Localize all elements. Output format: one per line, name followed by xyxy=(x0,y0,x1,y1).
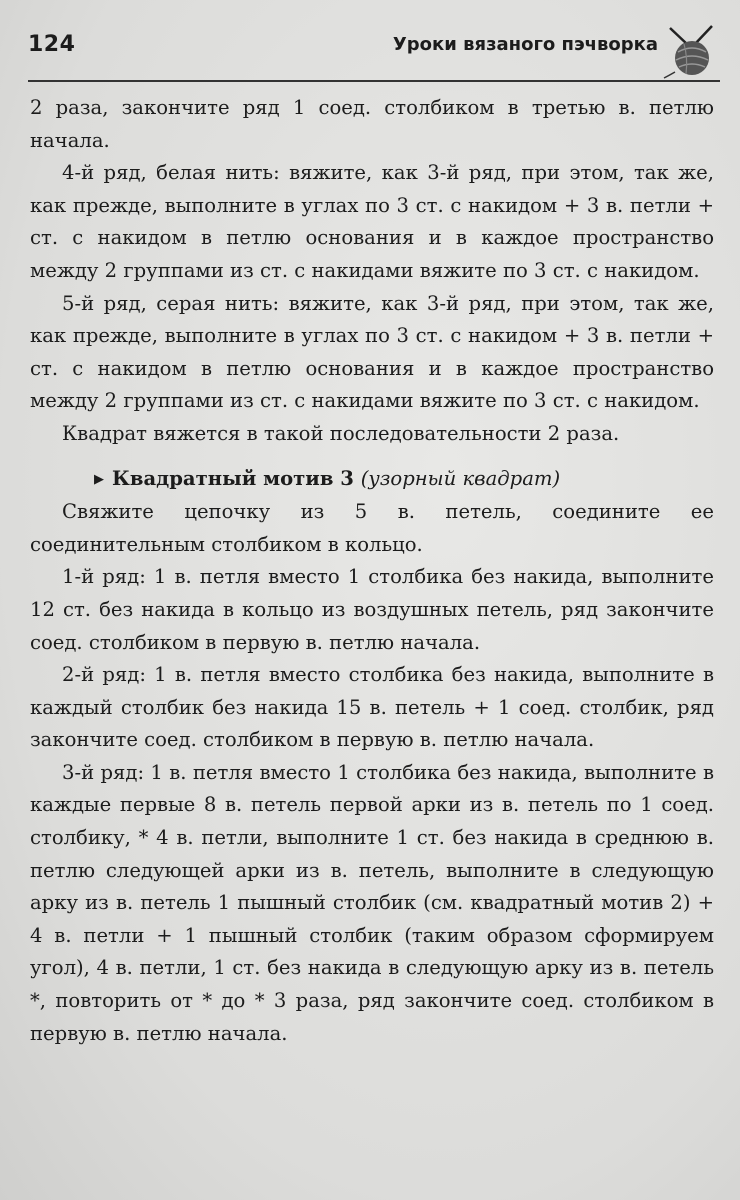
paragraph: Свяжите цепочку из 5 в. петель, соедините ее соединительным столбиком в кольцо. xyxy=(30,500,714,556)
running-header xyxy=(28,22,720,82)
paragraph: 2 раза, закончите ряд 1 соед. столбиком в третью в. петлю начала. xyxy=(30,96,714,152)
triangle-right-icon: ▶ xyxy=(94,471,104,487)
page-number: 124 xyxy=(28,32,76,57)
section-subtitle: (узорный квадрат) xyxy=(360,466,561,490)
paragraph: 5-й ряд, серая нить: вяжите, как 3-й ряд, при этом, так же, как прежде, выполните в углах по 3 ст. с накидом + 3 в. петли + ст. с накидом в петлю основания и в каждое пространство между 2 группами из ст. с накидами вяжите по 3 ст. с накидом. xyxy=(30,291,714,413)
section-heading xyxy=(30,463,714,497)
paragraph: 4-й ряд, белая нить: вяжите, как 3-й ряд, при этом, так же, как прежде, выполните в углах по 3 ст. с накидом + 3 в. петли + ст. с накидом в петлю основания и в каждое пространство между 2 группами из ст. с накидами вяжите по 3 ст. с накидом. xyxy=(30,161,714,282)
paragraph: Квадрат вяжется в такой последовательности 2 раза. xyxy=(62,421,620,445)
section-title: Квадратный мотив 3 xyxy=(112,466,354,490)
book-title: Уроки вязаного пэчворка xyxy=(392,34,658,55)
paragraph: 2-й ряд: 1 в. петля вместо столбика без накида, выполните в каждый столбик без накида 15 в. петель + 1 соед. столбик, ряд закончите соед. столбиком в первую в. петлю начала. xyxy=(30,663,714,752)
yarn-ball-icon xyxy=(662,22,720,80)
paragraph: 1-й ряд: 1 в. петля вместо 1 столбика без накида, выполните 12 ст. без накида в кольцо из воздушных петель, ряд закончите соед. столбиком в первую в. петлю начала. xyxy=(30,565,714,654)
paragraph: 3-й ряд: 1 в. петля вместо 1 столбика без накида, выполните в каждые первые 8 в. петель первой арки из в. петель по 1 соед. столбику, * 4 в. петли, выполните 1 ст. без накида в среднюю в. петлю следующей арки из в. петель, выполните в следующую арку из в. петель 1 пышный столбик (см. квадратный мотив 2) + 4 в. петли + 1 пышный столбик (таким образом сформируем угол), 4 в. петли, 1 ст. без накида в следующую арку из в. петель *, повторить от * до * 3 раза, ряд закончите соед. столбиком в первую в. петлю начала. xyxy=(30,760,714,1045)
page-body xyxy=(30,92,714,1050)
